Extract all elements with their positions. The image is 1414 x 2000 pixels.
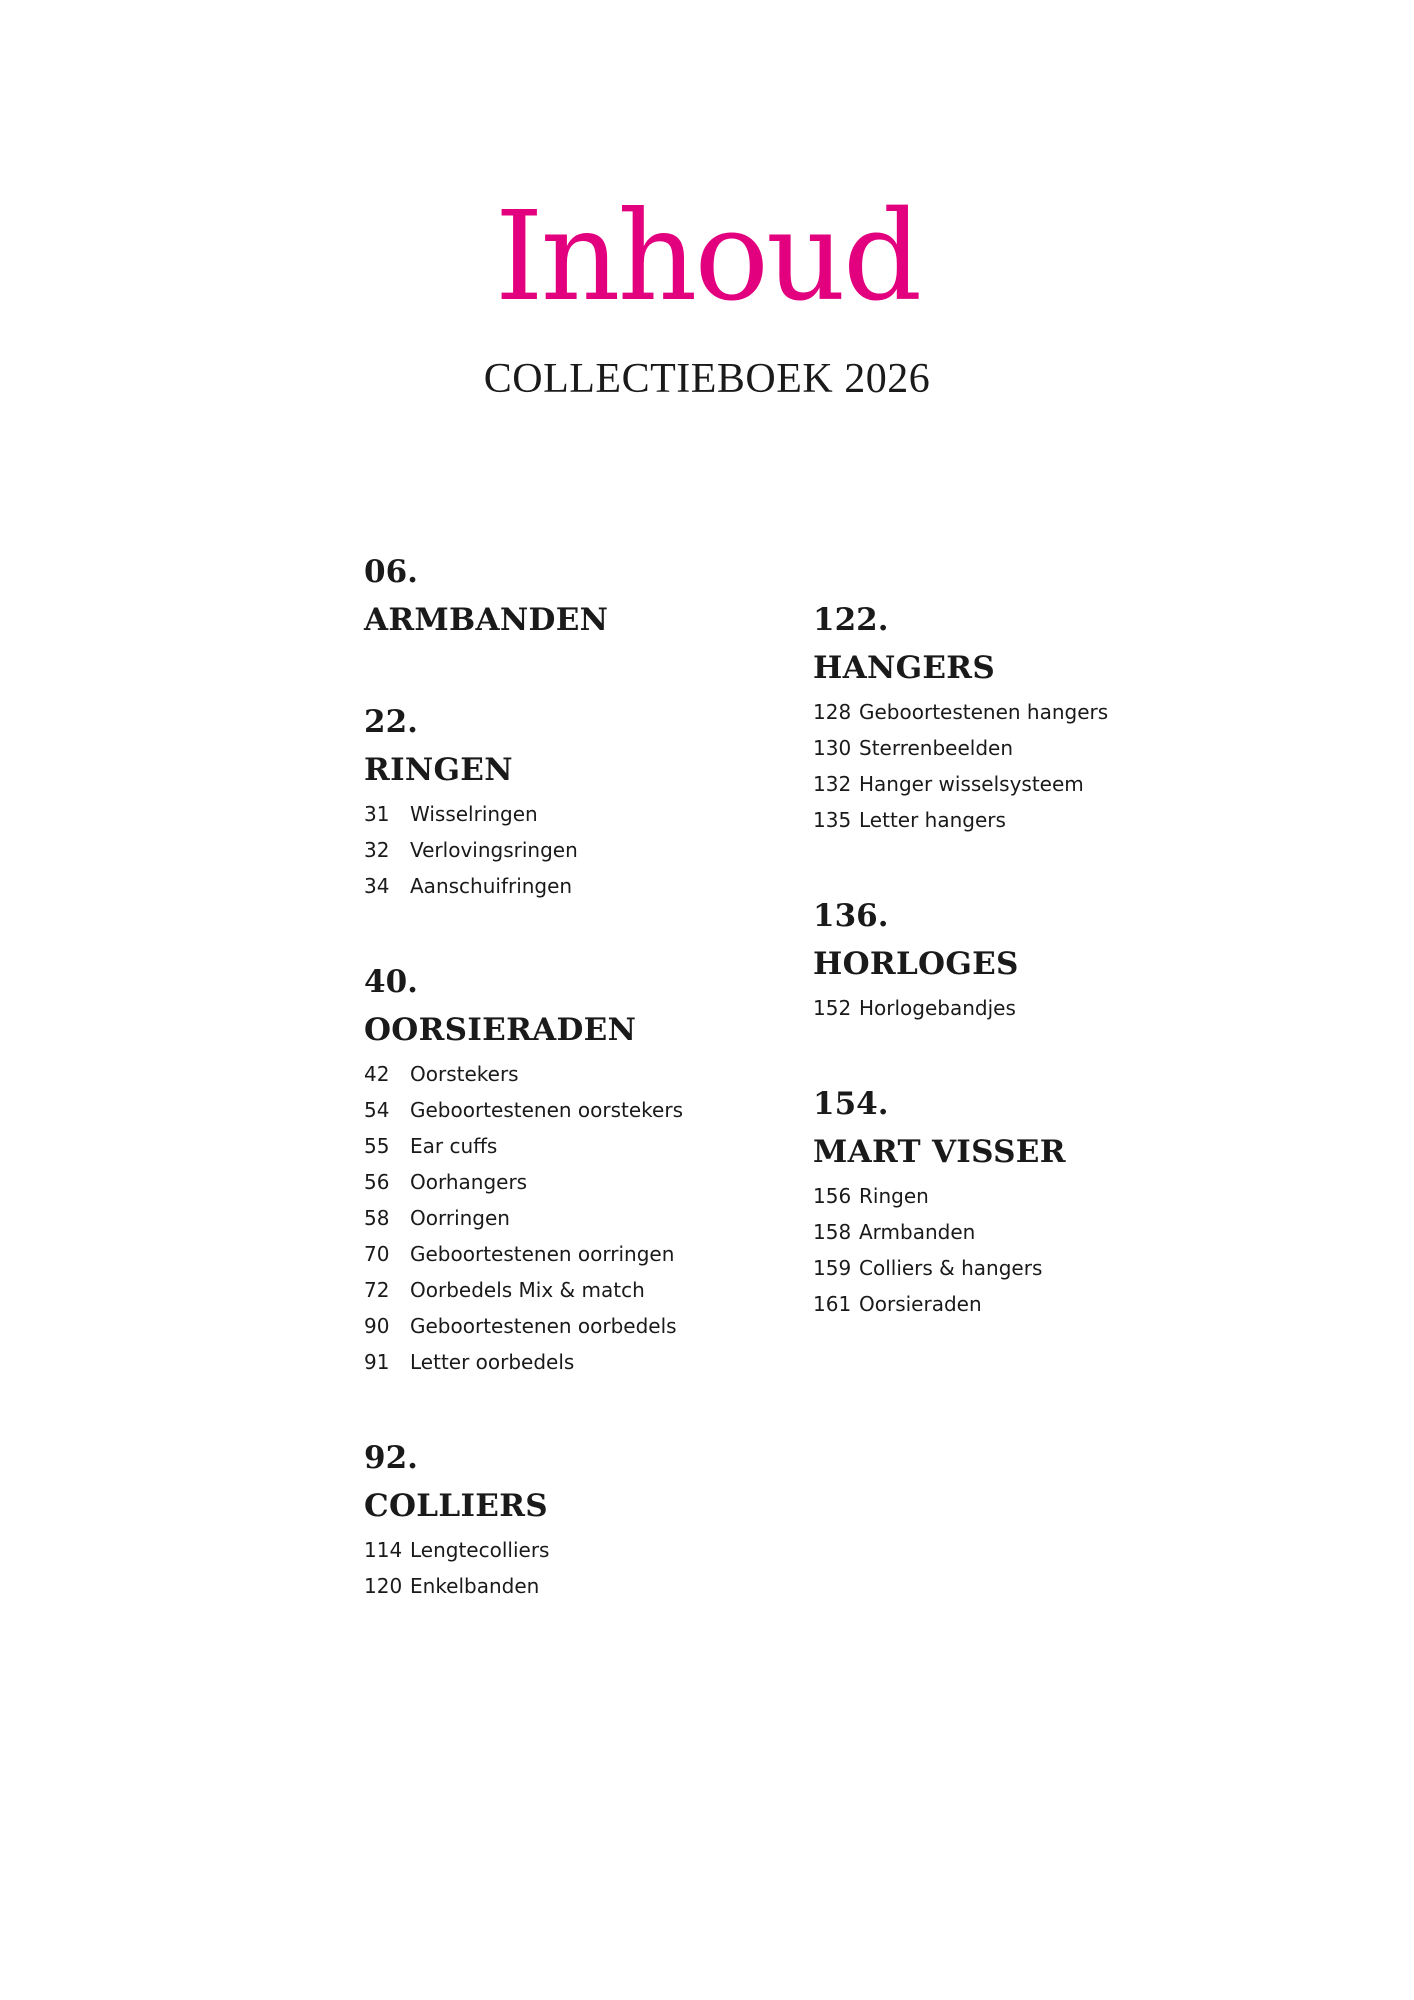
section-page-number: 122. xyxy=(813,602,889,638)
toc-item[interactable] xyxy=(364,1056,784,1092)
toc-section[interactable] xyxy=(813,892,1233,1026)
item-label: Oorstekers xyxy=(410,1062,519,1086)
item-page-number: 91 xyxy=(364,1350,390,1374)
item-label: Ear cuffs xyxy=(410,1134,498,1158)
section-title: HORLOGES xyxy=(813,946,1019,982)
section-item-list xyxy=(364,1056,784,1380)
item-label: Sterrenbeelden xyxy=(859,736,1014,760)
item-label: Enkelbanden xyxy=(410,1574,540,1598)
item-page-number: 70 xyxy=(364,1242,390,1266)
section-page-number: 154. xyxy=(813,1086,889,1122)
item-page-number: 132 xyxy=(813,772,852,796)
toc-left-column xyxy=(364,548,784,1658)
page-subtitle: COLLECTIEBOEK 2026 xyxy=(483,356,931,402)
section-title: RINGEN xyxy=(364,752,513,788)
item-page-number: 31 xyxy=(364,802,390,826)
toc-item[interactable] xyxy=(813,1178,1233,1214)
item-page-number: 156 xyxy=(813,1184,852,1208)
page-title: Inhoud xyxy=(494,185,920,329)
item-page-number: 54 xyxy=(364,1098,390,1122)
item-page-number: 161 xyxy=(813,1292,852,1316)
toc-right-column xyxy=(813,596,1233,1376)
toc-item[interactable] xyxy=(364,1236,784,1272)
item-page-number: 152 xyxy=(813,996,852,1020)
toc-item[interactable] xyxy=(813,990,1233,1026)
item-page-number: 32 xyxy=(364,838,390,862)
item-page-number: 90 xyxy=(364,1314,390,1338)
item-page-number: 56 xyxy=(364,1170,390,1194)
toc-item[interactable] xyxy=(364,868,784,904)
item-label: Oorhangers xyxy=(410,1170,528,1194)
item-page-number: 114 xyxy=(364,1538,403,1562)
item-page-number: 120 xyxy=(364,1574,403,1598)
item-page-number: 72 xyxy=(364,1278,390,1302)
item-label: Letter oorbedels xyxy=(410,1350,575,1374)
toc-section[interactable] xyxy=(813,1080,1233,1322)
item-label: Geboortestenen hangers xyxy=(859,700,1109,724)
item-label: Ringen xyxy=(859,1184,929,1208)
section-page-number: 06. xyxy=(364,554,418,590)
toc-section[interactable] xyxy=(364,548,784,644)
section-page-number: 92. xyxy=(364,1440,418,1476)
section-title: HANGERS xyxy=(813,650,996,686)
toc-item[interactable] xyxy=(813,802,1233,838)
toc-item[interactable] xyxy=(364,1200,784,1236)
item-page-number: 34 xyxy=(364,874,390,898)
toc-item[interactable] xyxy=(813,1250,1233,1286)
section-page-number: 136. xyxy=(813,898,889,934)
item-label: Verlovingsringen xyxy=(410,838,578,862)
item-page-number: 55 xyxy=(364,1134,390,1158)
toc-item[interactable] xyxy=(813,1214,1233,1250)
item-label: Letter hangers xyxy=(859,808,1006,832)
toc-item[interactable] xyxy=(364,1344,784,1380)
section-item-list xyxy=(364,796,784,904)
section-item-list xyxy=(813,990,1233,1026)
item-page-number: 135 xyxy=(813,808,852,832)
item-label: Armbanden xyxy=(859,1220,976,1244)
toc-item[interactable] xyxy=(813,766,1233,802)
section-title: ARMBANDEN xyxy=(364,602,609,638)
item-page-number: 42 xyxy=(364,1062,390,1086)
item-page-number: 158 xyxy=(813,1220,852,1244)
toc-item[interactable] xyxy=(364,796,784,832)
toc-section[interactable] xyxy=(364,958,784,1380)
item-label: Oorringen xyxy=(410,1206,510,1230)
toc-item[interactable] xyxy=(364,1272,784,1308)
item-label: Aanschuifringen xyxy=(410,874,573,898)
toc-item[interactable] xyxy=(813,1286,1233,1322)
item-page-number: 58 xyxy=(364,1206,390,1230)
toc-item[interactable] xyxy=(813,694,1233,730)
item-label: Wisselringen xyxy=(410,802,538,826)
item-label: Geboortestenen oorringen xyxy=(410,1242,675,1266)
item-page-number: 130 xyxy=(813,736,852,760)
item-label: Oorsieraden xyxy=(859,1292,982,1316)
section-item-list xyxy=(364,1532,784,1604)
toc-item[interactable] xyxy=(364,832,784,868)
toc-item[interactable] xyxy=(364,1308,784,1344)
item-label: Hanger wisselsysteem xyxy=(859,772,1084,796)
section-item-list xyxy=(813,694,1233,838)
item-label: Lengtecolliers xyxy=(410,1538,550,1562)
section-title: MART VISSER xyxy=(813,1134,1066,1170)
toc-item[interactable] xyxy=(364,1164,784,1200)
section-item-list xyxy=(813,1178,1233,1322)
item-page-number: 159 xyxy=(813,1256,852,1280)
toc-item[interactable] xyxy=(364,1532,784,1568)
toc-section[interactable] xyxy=(364,1434,784,1604)
toc-item[interactable] xyxy=(813,730,1233,766)
section-title: OORSIERADEN xyxy=(364,1012,637,1048)
toc-item[interactable] xyxy=(364,1128,784,1164)
toc-item[interactable] xyxy=(364,1568,784,1604)
item-label: Geboortestenen oorstekers xyxy=(410,1098,683,1122)
toc-item[interactable] xyxy=(364,1092,784,1128)
toc-section[interactable] xyxy=(364,698,784,904)
section-page-number: 22. xyxy=(364,704,418,740)
section-page-number: 40. xyxy=(364,964,418,1000)
item-label: Oorbedels Mix & match xyxy=(410,1278,645,1302)
item-label: Geboortestenen oorbedels xyxy=(410,1314,677,1338)
item-label: Colliers & hangers xyxy=(859,1256,1043,1280)
item-label: Horlogebandjes xyxy=(859,996,1016,1020)
toc-section[interactable] xyxy=(813,596,1233,838)
item-page-number: 128 xyxy=(813,700,852,724)
section-title: COLLIERS xyxy=(364,1488,548,1524)
